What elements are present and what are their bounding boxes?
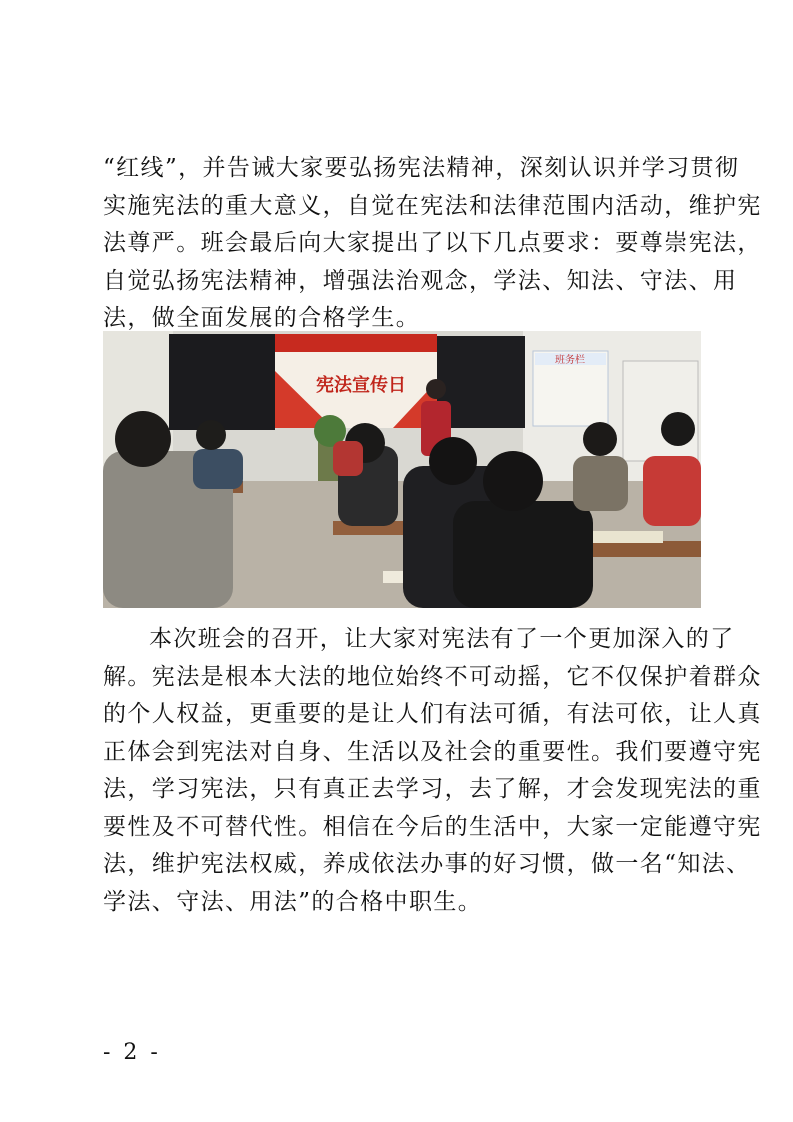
classroom-photo [103, 331, 701, 608]
paragraph-line: “红线”，并告诫大家要弘扬宪法精神，深刻认识并学习贯彻 [103, 155, 740, 181]
screen-title: 宪法宣传日 [316, 375, 406, 396]
paragraph-line: 解。宪法是根本大法的地位始终不可动摇，它不仅保护着群众 [103, 663, 762, 690]
paragraph-line: 要性及不可替代性。相信在今后的生活中，大家一定能遵守宪 [103, 813, 762, 840]
paragraph-line: 法，维护宪法权威，养成依法办事的好习惯，做一名“知法、 [103, 851, 751, 877]
classroom-photo-drawing [103, 331, 701, 608]
paragraph-line: 本次班会的召开，让大家对宪法有了一个更加深入的了 [149, 626, 735, 652]
paragraph-line: 法尊严。班会最后向大家提出了以下几点要求：要尊崇宪法， [103, 230, 762, 256]
paragraph-line: 学法、守法、用法”的合格中职生。 [103, 888, 483, 915]
paragraph-line: 自觉弘扬宪法精神，增强法治观念，学法、知法、守法、用 [103, 267, 738, 294]
paragraph-line: 的个人权益，更重要的是让人们有法可循，有法可依，让人真 [103, 701, 762, 727]
paragraph-line: 实施宪法的重大意义，自觉在宪法和法律范围内活动，维护宪 [103, 192, 762, 219]
paragraph-2 [103, 621, 762, 921]
paragraph-line: 法，做全面发展的合格学生。 [103, 305, 421, 331]
paragraph-1 [103, 150, 762, 338]
paragraph-line: 法，学习宪法，只有真正去学习，去了解，才会发现宪法的重 [103, 776, 762, 802]
board-label: 班务栏 [555, 355, 585, 366]
page-number: - 2 - [103, 1040, 161, 1065]
paragraph-line: 正体会到宪法对自身、生活以及社会的重要性。我们要遵守宪 [103, 738, 762, 765]
